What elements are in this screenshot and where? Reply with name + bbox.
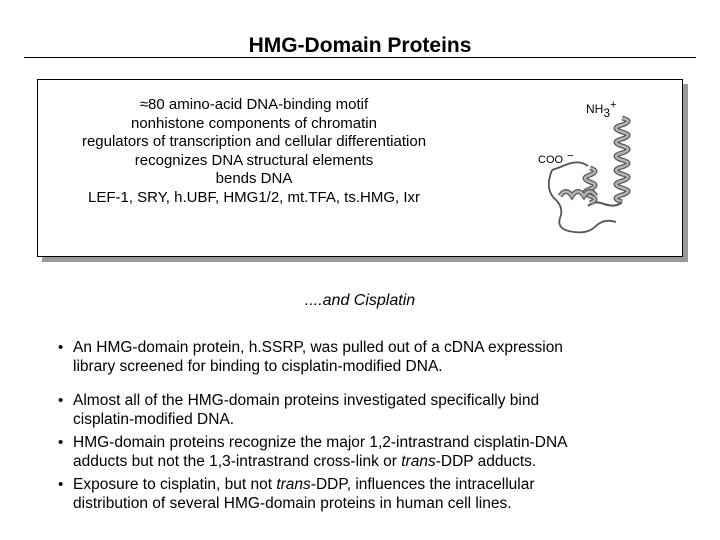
helix-short bbox=[585, 168, 595, 203]
bullet-text: Almost all of the HMG-domain proteins investigated specifically bind bbox=[73, 392, 540, 409]
summary-line: recognizes DNA structural elements bbox=[134, 151, 374, 169]
bullet-marker: • bbox=[58, 476, 64, 493]
bullet-item bbox=[58, 338, 698, 376]
coo-terminus-label: COO − bbox=[538, 150, 574, 166]
bullet-marker: • bbox=[58, 434, 64, 451]
bullet-text: distribution of several HMG-domain proteins in human cell lines. bbox=[73, 495, 512, 512]
nh3-terminus-label: NH3+ bbox=[586, 99, 617, 120]
summary-line: LEF-1, SRY, h.UBF, HMG1/2, mt.TFA, ts.HMG, Ixr bbox=[87, 188, 420, 206]
bullet-text: Exposure to cisplatin, but not trans-DDP, influences the intracellular bbox=[73, 476, 535, 493]
helix-long bbox=[616, 118, 628, 202]
summary-line: ≈80 amino-acid DNA-binding motif bbox=[139, 96, 369, 113]
bullet-text: cisplatin-modified DNA. bbox=[73, 411, 235, 428]
summary-line: nonhistone components of chromatin bbox=[131, 114, 377, 132]
summary-line: regulators of transcription and cellular differentiation bbox=[81, 133, 427, 150]
bullet-text: adducts but not the 1,3-intrastrand cross-link or trans-DDP adducts. bbox=[73, 453, 537, 470]
title-underline bbox=[24, 57, 696, 58]
bullet-marker: • bbox=[58, 392, 64, 409]
bullet-item bbox=[58, 475, 698, 513]
bullet-text: An HMG-domain protein, h.SSRP, was pulled out of a cDNA expression bbox=[73, 339, 563, 356]
page-title: HMG-Domain Proteins bbox=[248, 34, 472, 57]
bullet-text: library screened for binding to cisplatin-modified DNA. bbox=[73, 358, 443, 375]
summary-line: bends DNA bbox=[215, 170, 293, 187]
backbone-coil bbox=[549, 170, 616, 232]
bullet-text: HMG-domain proteins recognize the major 1,2-intrastrand cisplatin-DNA bbox=[73, 434, 568, 451]
bullet-item bbox=[58, 433, 698, 471]
section-subtitle: ....and Cisplatin bbox=[304, 292, 416, 309]
bullet-marker: • bbox=[58, 339, 64, 356]
bullet-list bbox=[58, 338, 698, 513]
summary-list bbox=[24, 96, 484, 207]
bullet-item bbox=[58, 391, 698, 429]
